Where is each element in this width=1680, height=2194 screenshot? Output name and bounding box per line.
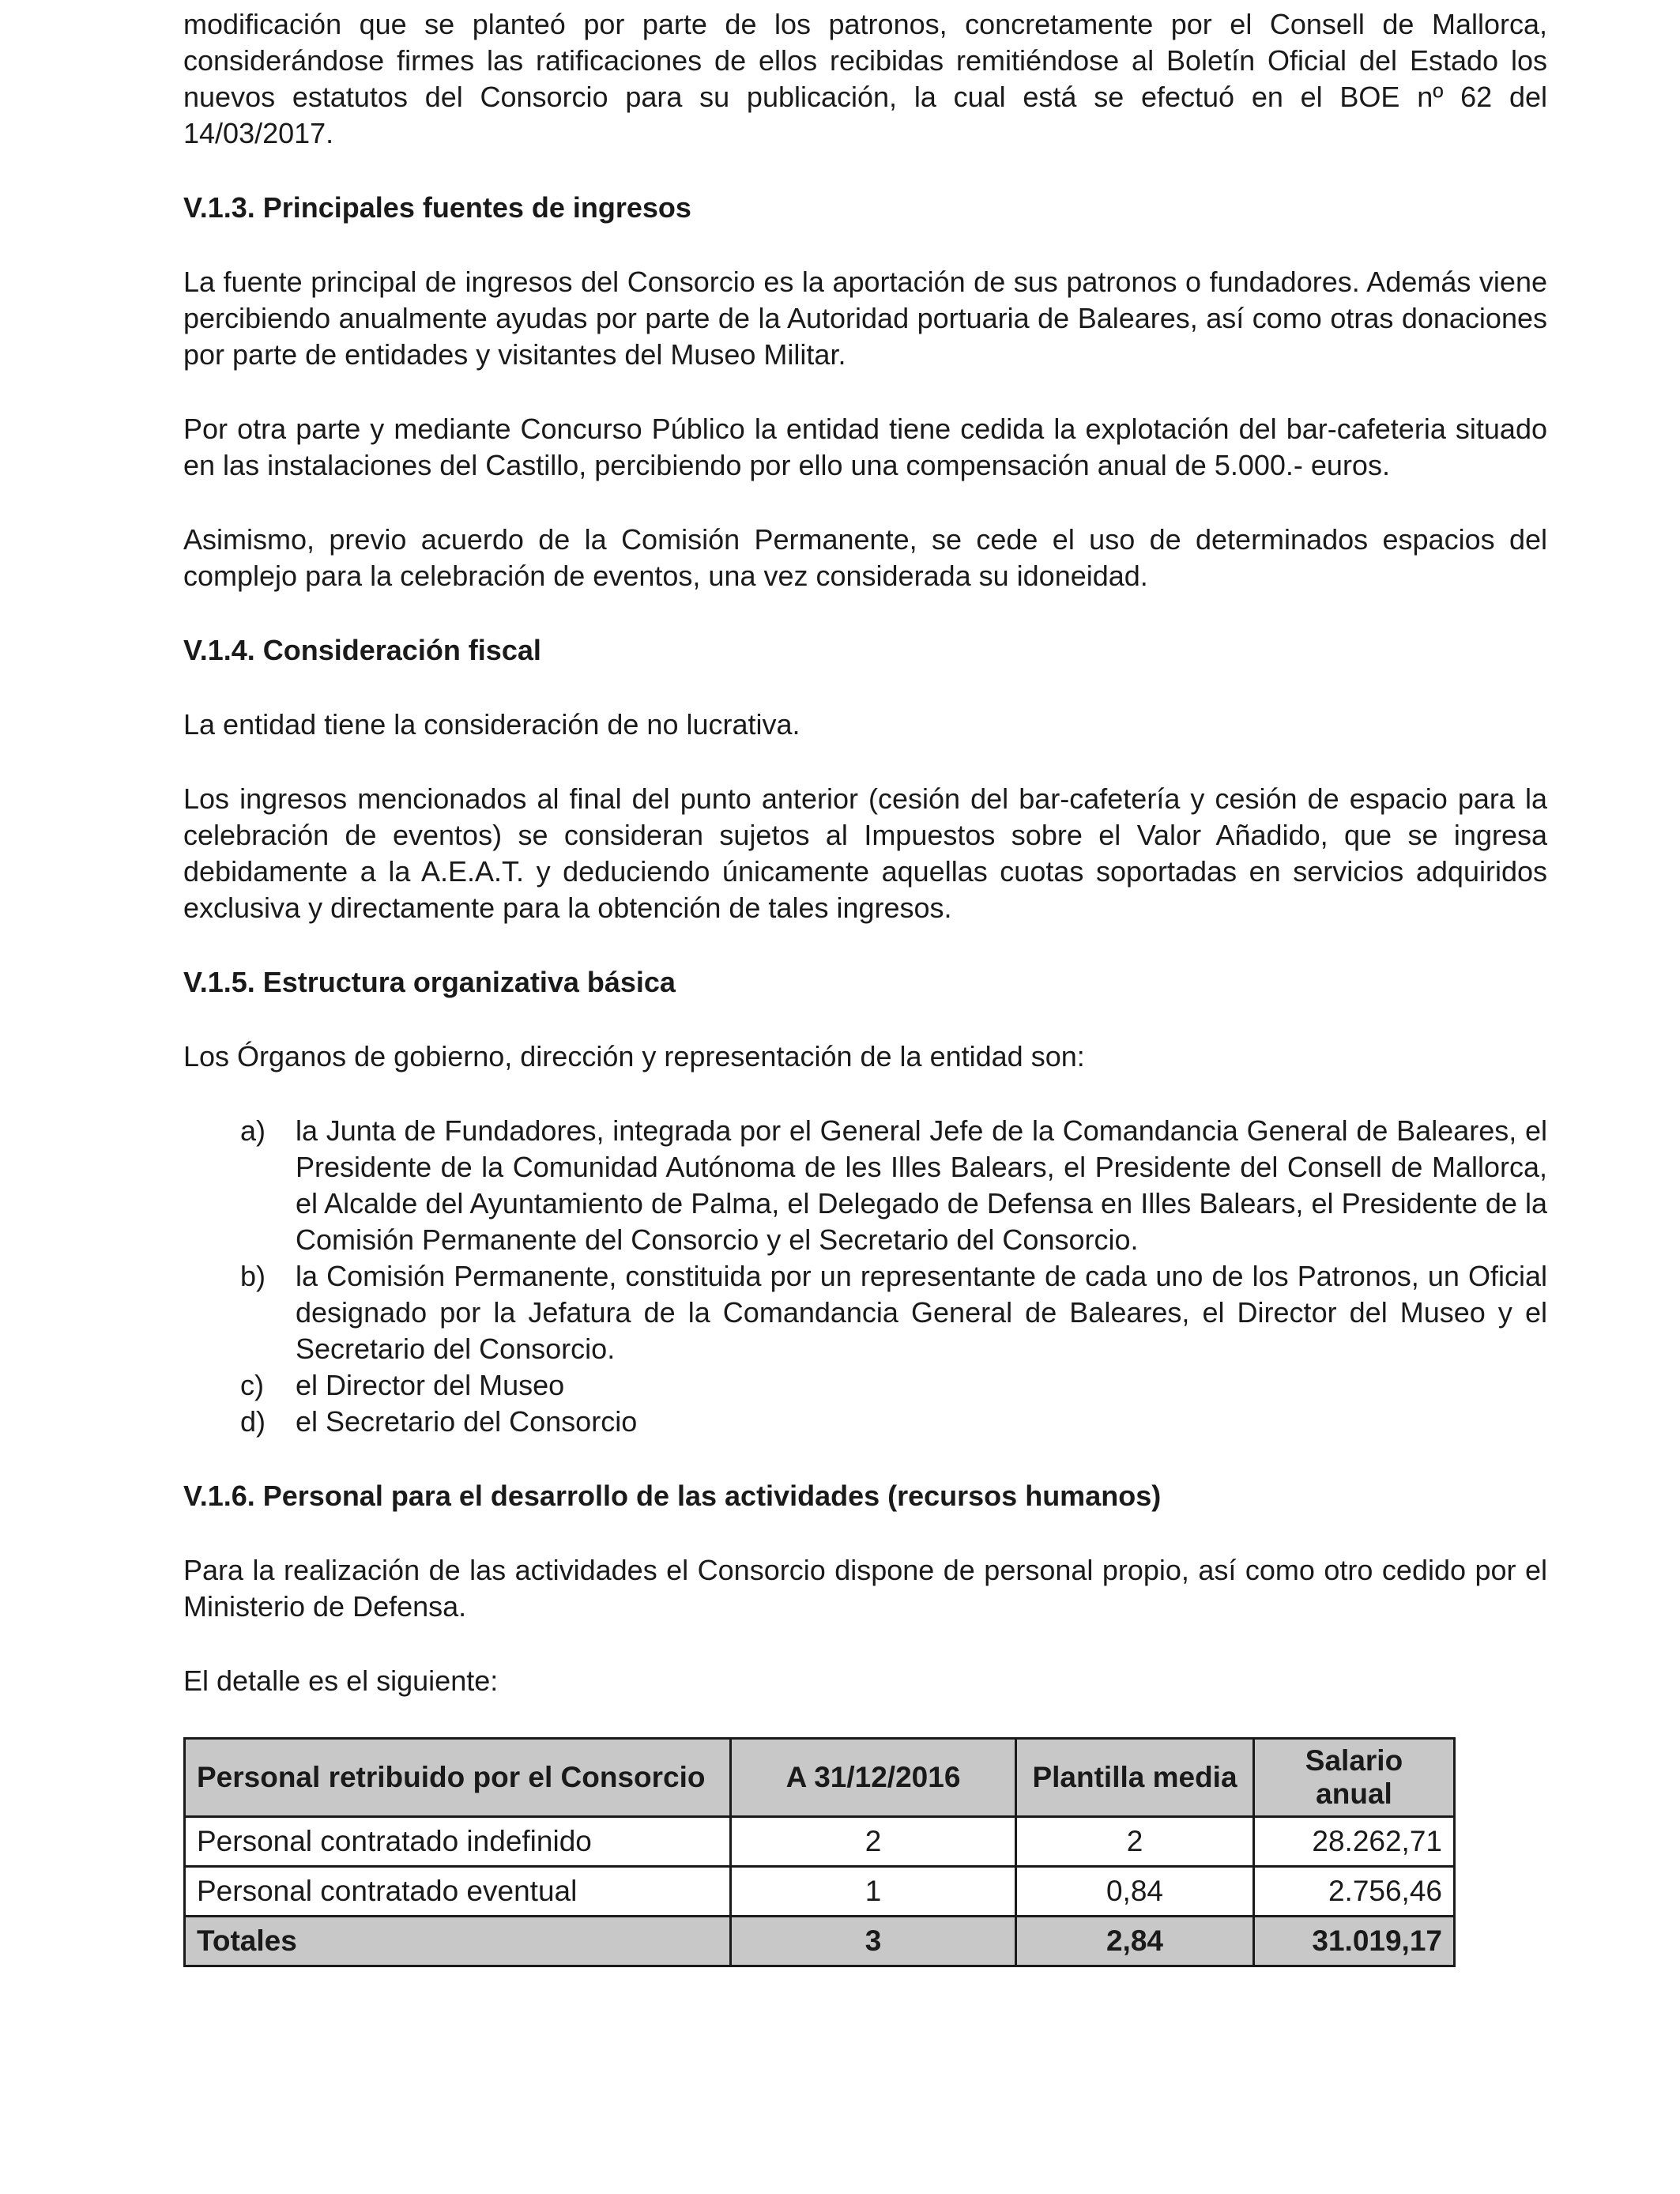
table-cell: 0,84: [1016, 1867, 1254, 1917]
list-item: [183, 1367, 1547, 1404]
ingresos-paragraph-3: Asimismo, previo acuerdo de la Comisión Permanente, se cede el uso de determinados espacios del complejo para la celebración de eventos, una vez considerada su idoneidad.: [183, 523, 1547, 592]
table-totals-row: [185, 1917, 1455, 1966]
table-cell: 2.756,46: [1254, 1867, 1455, 1917]
list-item: [183, 1113, 1547, 1258]
estructura-paragraph: Los Órganos de gobierno, dirección y representación de la entidad son:: [183, 1040, 1085, 1072]
fiscal-paragraph-1: La entidad tiene la consideración de no lucrativa.: [183, 708, 800, 741]
document-page: [183, 6, 1547, 1967]
organos-list: [183, 1113, 1547, 1440]
list-item-text: la Junta de Fundadores, integrada por el General Jefe de la Comandancia General de Baleares, el Presidente de la Comunidad Autónoma de les Illes Balears, el Presidente del Consell de Mallorca, el Alcalde del Ayuntamiento de Palma, el Delegado de Defensa en Illes Balears, el Presidente de la Comisión Permanente del Consorcio y el Secretario del Consorcio.: [296, 1114, 1547, 1256]
list-item: [183, 1258, 1547, 1367]
list-item: [183, 1404, 1547, 1440]
ingresos-paragraph-2: Por otra parte y mediante Concurso Público la entidad tiene cedida la explotación del bar-cafeteria situado en las instalaciones del Castillo, percibiendo por ello una compensación anual de 5.000.- euros.: [183, 413, 1547, 481]
table-cell: 1: [731, 1867, 1016, 1917]
table-cell: Personal contratado indefinido: [185, 1817, 731, 1867]
table-cell: Totales: [185, 1917, 731, 1966]
intro-paragraph: modificación que se planteó por parte de los patronos, concretamente por el Consell de Mallorca, considerándose firmes las ratificaciones de ellos recibidas remitiéndose al Boletín Oficial del Estado los nuevos estatutos del Consorcio para su publicación, la cual está se efectuó en el BOE nº 62 del 14/03/2017.: [183, 8, 1547, 149]
section-heading-ingresos: V.1.3. Principales fuentes de ingresos: [183, 191, 691, 224]
section-heading-personal: V.1.6. Personal para el desarrollo de las actividades (recursos humanos): [183, 1480, 1162, 1512]
table-cell: 28.262,71: [1254, 1817, 1455, 1867]
personal-paragraph-1: Para la realización de las actividades el Consorcio dispone de personal propio, así como otro cedido por el Ministerio de Defensa.: [183, 1554, 1547, 1623]
table-header-row: [185, 1739, 1455, 1817]
table-cell: 2,84: [1016, 1917, 1254, 1966]
list-item-text: el Director del Museo: [296, 1369, 565, 1401]
table-cell: 3: [731, 1917, 1016, 1966]
table-header-cell: Plantilla media: [1016, 1739, 1254, 1817]
table-header-cell: A 31/12/2016: [731, 1739, 1016, 1817]
table-cell: 31.019,17: [1254, 1917, 1455, 1966]
table-row: [185, 1867, 1455, 1917]
list-marker: b): [240, 1260, 266, 1292]
table-row: [185, 1817, 1455, 1867]
table-cell: Personal contratado eventual: [185, 1867, 731, 1917]
section-heading-fiscal: V.1.4. Consideración fiscal: [183, 634, 541, 666]
list-item-text: la Comisión Permanente, constituida por un representante de cada uno de los Patronos, un Oficial designado por la Jefatura de la Comandancia General de Baleares, el Director del Museo y el Secretario del Consorcio.: [296, 1260, 1547, 1365]
staff-table: [183, 1737, 1456, 1967]
list-marker: d): [240, 1405, 266, 1438]
table-cell: 2: [1016, 1817, 1254, 1867]
list-item-text: el Secretario del Consorcio: [296, 1405, 638, 1438]
list-marker: a): [240, 1114, 266, 1147]
table-cell: 2: [731, 1817, 1016, 1867]
table-header-cell: Salario anual: [1254, 1739, 1455, 1817]
table-header-cell: Personal retribuido por el Consorcio: [185, 1739, 731, 1817]
section-heading-estructura: V.1.5. Estructura organizativa básica: [183, 966, 676, 998]
ingresos-paragraph-1: La fuente principal de ingresos del Consorcio es la aportación de sus patronos o fundadores. Además viene percibiendo anualmente ayudas por parte de la Autoridad portuaria de Baleares, así como otras donaciones por parte de entidades y visitantes del Museo Militar.: [183, 266, 1547, 371]
personal-paragraph-2: El detalle es el siguiente:: [183, 1664, 499, 1697]
list-marker: c): [240, 1369, 264, 1401]
fiscal-paragraph-2: Los ingresos mencionados al final del punto anterior (cesión del bar-cafetería y cesión de espacio para la celebración de eventos) se consideran sujetos al Impuestos sobre el Valor Añadido, que se ingresa debidamente a la A.E.A.T. y deduciendo únicamente aquellas cuotas soportadas en servicios adquiridos exclusiva y directamente para la obtención de tales ingresos.: [183, 782, 1547, 924]
